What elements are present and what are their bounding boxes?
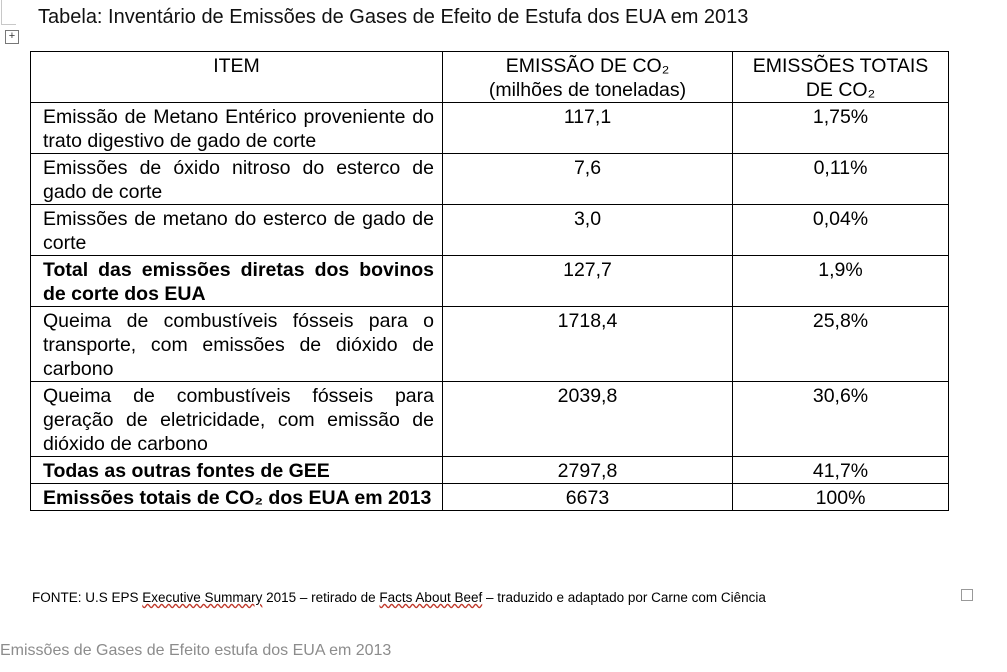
table-row [31, 103, 949, 154]
row-emission: 1718,4 [443, 307, 733, 382]
row-total-share: 0,04% [733, 205, 949, 256]
table-row [31, 457, 949, 484]
row-emission: 6673 [443, 484, 733, 511]
table-row [31, 307, 949, 382]
row-item: Emissão de Metano Entérico proveniente do trato digestivo de gado de corte [31, 103, 443, 154]
row-item: Emissões de metano do esterco de gado de corte [31, 205, 443, 256]
row-item: Todas as outras fontes de GEE [31, 457, 443, 484]
header-emission [443, 52, 733, 103]
row-emission: 2039,8 [443, 382, 733, 457]
table-row [31, 484, 949, 511]
table-row [31, 154, 949, 205]
row-emission: 7,6 [443, 154, 733, 205]
table-row [31, 382, 949, 457]
table-title: Tabela: Inventário de Emissões de Gases de Efeito de Estufa dos EUA em 2013 [38, 6, 749, 28]
row-total-share: 41,7% [733, 457, 949, 484]
header-total-main: EMISSÕES TOTAIS [752, 55, 929, 77]
row-emission: 117,1 [443, 103, 733, 154]
table-header-row [31, 52, 949, 103]
emissions-table [30, 51, 949, 511]
row-item: Emissões totais de CO₂ dos EUA em 2013 [31, 484, 443, 511]
row-total-share: 30,6% [733, 382, 949, 457]
header-total-sub: DE CO₂ [805, 79, 876, 101]
table-row [31, 205, 949, 256]
source-note: FONTE: U.S EPS Executive Summary 2015 – retirado de Facts About Beef – traduzido e adaptado por Carne com Ciência [32, 590, 766, 605]
row-emission: 127,7 [443, 256, 733, 307]
row-total-share: 1,9% [733, 256, 949, 307]
row-item: Emissões de óxido nitroso do esterco de gado de corte [31, 154, 443, 205]
header-total [733, 52, 949, 103]
header-item: ITEM [31, 52, 443, 103]
table-row [31, 256, 949, 307]
row-emission: 2797,8 [443, 457, 733, 484]
header-emission-main: EMISSÃO DE CO₂ [505, 55, 670, 77]
row-item: Queima de combustíveis fósseis para o transporte, com emissões de dióxido de carbono [31, 307, 443, 382]
page-corner-mark [1, 0, 16, 25]
row-emission: 3,0 [443, 205, 733, 256]
row-total-share: 100% [733, 484, 949, 511]
table-resize-handle[interactable] [961, 589, 973, 601]
row-total-share: 1,75% [733, 103, 949, 154]
header-emission-sub: (milhões de toneladas) [488, 79, 687, 101]
table-move-handle-icon[interactable]: + [5, 30, 19, 44]
row-item: Queima de combustíveis fósseis para geração de eletricidade, com emissão de dióxido de carbono [31, 382, 443, 457]
row-item: Total das emissões diretas dos bovinos de corte dos EUA [31, 256, 443, 307]
row-total-share: 0,11% [733, 154, 949, 205]
image-caption: Emissões de Gases de Efeito estufa dos EUA em 2013 [0, 642, 392, 659]
row-total-share: 25,8% [733, 307, 949, 382]
